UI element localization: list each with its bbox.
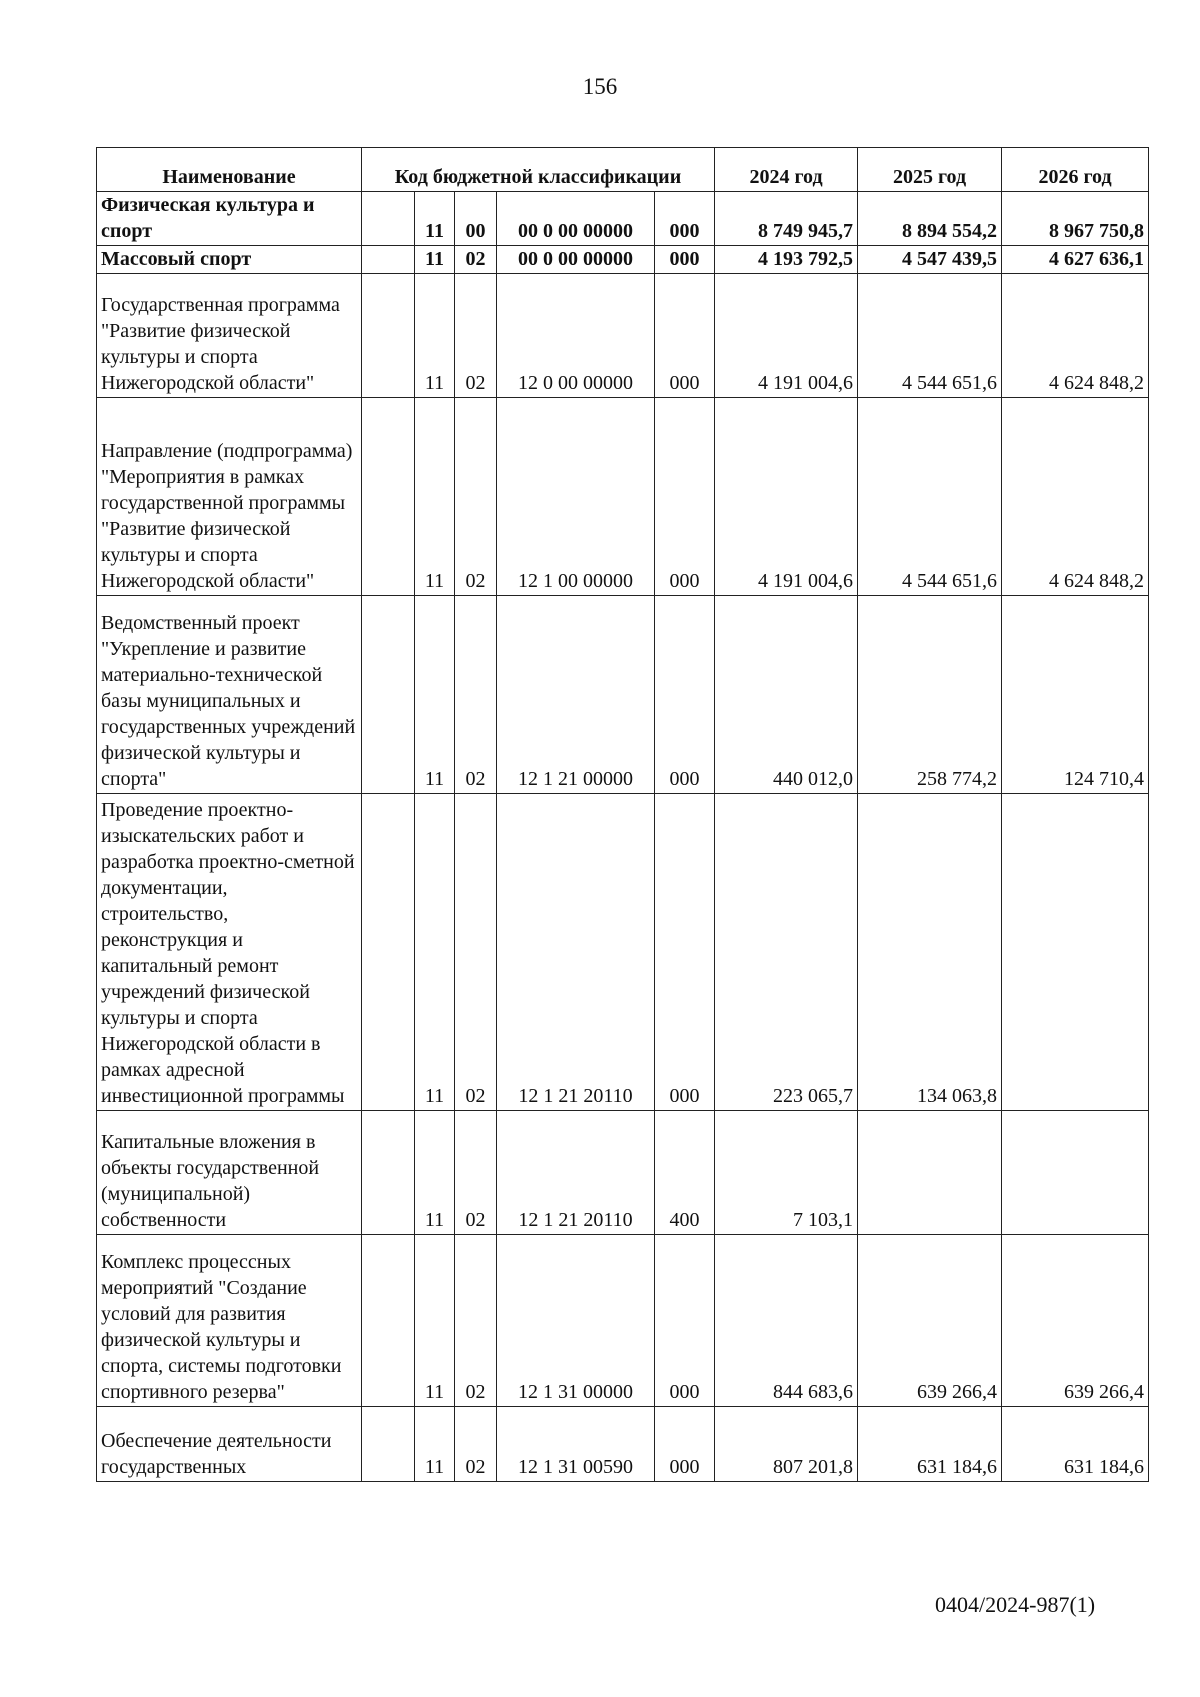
table-row [97, 192, 1149, 246]
cell-target-article: 12 1 21 00000 [497, 596, 655, 794]
header-code: Код бюджетной классификации [362, 148, 715, 192]
cell-target-article: 12 0 00 00000 [497, 274, 655, 398]
cell-2024: 4 191 004,6 [715, 398, 858, 596]
cell-target-article: 00 0 00 00000 [497, 246, 655, 274]
table-row [97, 1407, 1149, 1482]
cell-target-article: 12 1 31 00000 [497, 1235, 655, 1407]
cell-expense-type: 000 [655, 192, 715, 246]
cell-subsection: 02 [455, 794, 497, 1111]
cell-2025: 4 544 651,6 [858, 398, 1002, 596]
cell-code-blank [362, 1235, 415, 1407]
document-id: 0404/2024-987(1) [935, 1592, 1096, 1617]
cell-2026: 631 184,6 [1002, 1407, 1149, 1482]
cell-code-blank [362, 596, 415, 794]
cell-section: 11 [415, 274, 455, 398]
cell-2026: 4 624 848,2 [1002, 274, 1149, 398]
cell-code-blank [362, 398, 415, 596]
cell-section: 11 [415, 192, 455, 246]
table-header-row [97, 148, 1149, 192]
cell-2026: 8 967 750,8 [1002, 192, 1149, 246]
cell-subsection: 00 [455, 192, 497, 246]
cell-expense-type: 000 [655, 596, 715, 794]
cell-2026 [1002, 794, 1149, 1111]
cell-2025: 631 184,6 [858, 1407, 1002, 1482]
cell-subsection: 02 [455, 1235, 497, 1407]
cell-subsection: 02 [455, 398, 497, 596]
cell-subsection: 02 [455, 274, 497, 398]
cell-target-article: 12 1 21 20110 [497, 1111, 655, 1235]
cell-section: 11 [415, 794, 455, 1111]
table-row [97, 1235, 1149, 1407]
cell-name: Физическая культура и спорт [97, 192, 362, 246]
cell-expense-type: 000 [655, 398, 715, 596]
cell-2025: 639 266,4 [858, 1235, 1002, 1407]
cell-target-article: 12 1 00 00000 [497, 398, 655, 596]
cell-2025: 134 063,8 [858, 794, 1002, 1111]
cell-2026 [1002, 1111, 1149, 1235]
cell-2024: 7 103,1 [715, 1111, 858, 1235]
cell-2024: 8 749 945,7 [715, 192, 858, 246]
cell-expense-type: 000 [655, 1235, 715, 1407]
cell-2026: 4 627 636,1 [1002, 246, 1149, 274]
cell-code-blank [362, 192, 415, 246]
cell-section: 11 [415, 246, 455, 274]
cell-section: 11 [415, 596, 455, 794]
cell-name: Проведение проектно-изыскательских работ и разработка проектно-сметной документации, строительство, реконструкция и капитальный ремонт учреждений физической культуры и спорта Нижегородской области в рамках адресной инвестиционной программы [97, 794, 362, 1111]
cell-2024: 844 683,6 [715, 1235, 858, 1407]
cell-2025: 4 547 439,5 [858, 246, 1002, 274]
cell-code-blank [362, 794, 415, 1111]
cell-name: Комплекс процессных мероприятий "Создание условий для развития физической культуры и спорта, системы подготовки спортивного резерва" [97, 1235, 362, 1407]
cell-name: Ведомственный проект "Укрепление и развитие материально-технической базы муниципальных и государственных учреждений физической культуры и спорта" [97, 596, 362, 794]
cell-2024: 440 012,0 [715, 596, 858, 794]
cell-name: Массовый спорт [97, 246, 362, 274]
cell-code-blank [362, 274, 415, 398]
cell-2026: 639 266,4 [1002, 1235, 1149, 1407]
cell-name: Государственная программа "Развитие физической культуры и спорта Нижегородской области" [97, 274, 362, 398]
cell-code-blank [362, 246, 415, 274]
cell-expense-type: 400 [655, 1111, 715, 1235]
cell-expense-type: 000 [655, 1407, 715, 1482]
cell-2026: 4 624 848,2 [1002, 398, 1149, 596]
header-2024: 2024 год [715, 148, 858, 192]
cell-name: Обеспечение деятельности государственных [97, 1407, 362, 1482]
cell-code-blank [362, 1111, 415, 1235]
table-row [97, 1111, 1149, 1235]
header-2025: 2025 год [858, 148, 1002, 192]
cell-code-blank [362, 1407, 415, 1482]
cell-2024: 223 065,7 [715, 794, 858, 1111]
cell-2026: 124 710,4 [1002, 596, 1149, 794]
cell-name: Капитальные вложения в объекты государственной (муниципальной) собственности [97, 1111, 362, 1235]
cell-subsection: 02 [455, 1111, 497, 1235]
cell-2024: 807 201,8 [715, 1407, 858, 1482]
cell-2025: 258 774,2 [858, 596, 1002, 794]
cell-2024: 4 191 004,6 [715, 274, 858, 398]
cell-2025 [858, 1111, 1002, 1235]
cell-2025: 4 544 651,6 [858, 274, 1002, 398]
cell-expense-type: 000 [655, 794, 715, 1111]
header-name: Наименование [97, 148, 362, 192]
cell-expense-type: 000 [655, 246, 715, 274]
cell-target-article: 12 1 31 00590 [497, 1407, 655, 1482]
cell-section: 11 [415, 398, 455, 596]
cell-target-article: 00 0 00 00000 [497, 192, 655, 246]
table-row [97, 596, 1149, 794]
header-2026: 2026 год [1002, 148, 1149, 192]
cell-subsection: 02 [455, 1407, 497, 1482]
cell-section: 11 [415, 1407, 455, 1482]
table-row [97, 794, 1149, 1111]
cell-subsection: 02 [455, 246, 497, 274]
cell-2025: 8 894 554,2 [858, 192, 1002, 246]
cell-section: 11 [415, 1111, 455, 1235]
cell-subsection: 02 [455, 596, 497, 794]
table-row [97, 398, 1149, 596]
cell-name: Направление (подпрограмма) "Мероприятия в рамках государственной программы "Развитие физической культуры и спорта Нижегородской области" [97, 398, 362, 596]
table-row [97, 274, 1149, 398]
page-number: 156 [582, 74, 618, 99]
budget-table [96, 147, 1149, 1482]
cell-target-article: 12 1 21 20110 [497, 794, 655, 1111]
cell-section: 11 [415, 1235, 455, 1407]
cell-expense-type: 000 [655, 274, 715, 398]
table-row [97, 246, 1149, 274]
cell-2024: 4 193 792,5 [715, 246, 858, 274]
